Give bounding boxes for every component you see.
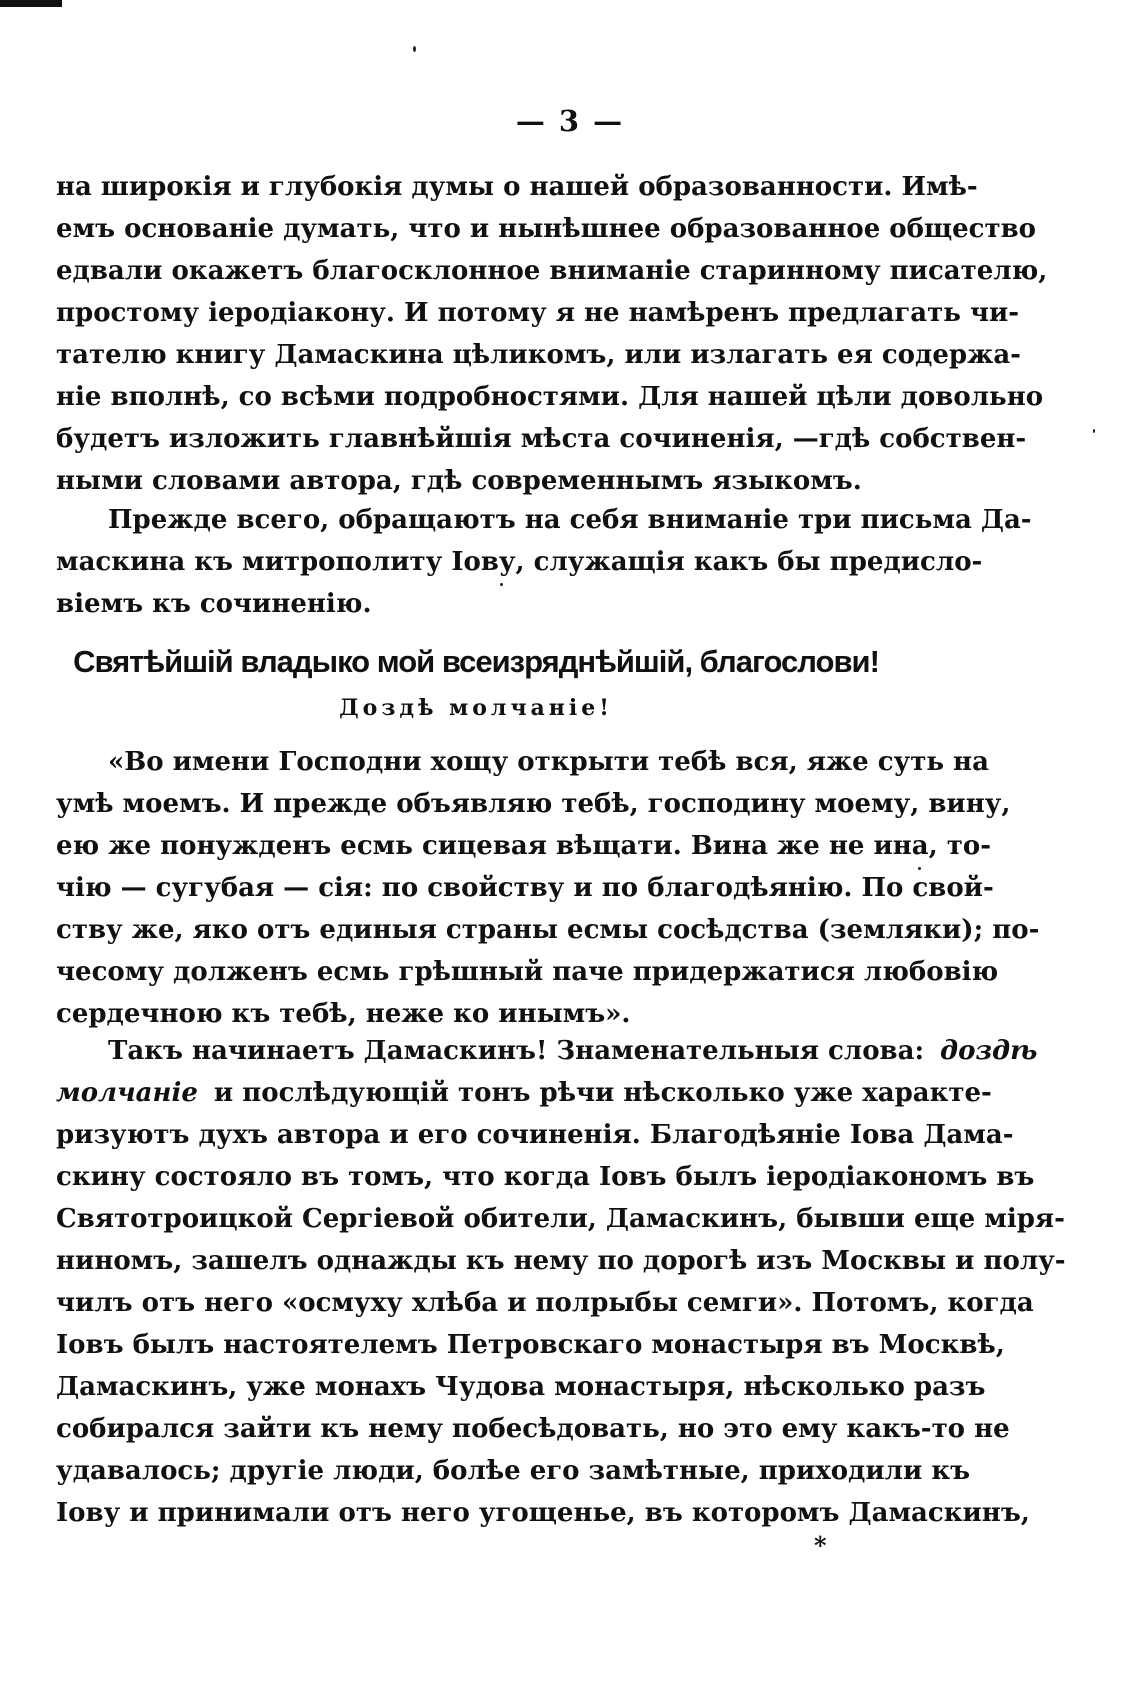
letter-salutation: Святѣйшій владыко мой всеизряднѣйшій, благослови! bbox=[73, 644, 879, 679]
text-line: ніе вполнѣ, со всѣми подробностями. Для нашей цѣли довольно bbox=[56, 382, 1044, 412]
text-line: едвали окажетъ благосклонное вниманіе старинному писателю, bbox=[56, 256, 1048, 286]
line-text: Такъ начинаетъ Дамаскинъ! Знаменательныя слова: bbox=[108, 1036, 925, 1066]
text-line: удавалось; другіе люди, болѣе его замѣтные, приходили къ bbox=[56, 1456, 971, 1486]
text-line: віемъ къ сочиненію. bbox=[56, 589, 372, 619]
italic-phrase: доздѣ bbox=[940, 1036, 1038, 1066]
text-line: простому іеродіакону. И потому я не намѣренъ предлагать чи- bbox=[56, 298, 1020, 328]
text-line: чесому долженъ есмь грѣшный паче придержатися любовію bbox=[56, 957, 999, 987]
text-line: Іову и принимали отъ него угощенье, въ которомъ Дамаскинъ, bbox=[56, 1498, 1030, 1528]
quote-block bbox=[56, 741, 1040, 1035]
text-line: маскина къ митрополиту Іову, служащія какъ бы предисло- bbox=[56, 547, 983, 577]
text-line: скину состояло въ томъ, что когда Іовъ былъ іеродіакономъ въ bbox=[56, 1162, 1035, 1192]
text-line bbox=[56, 1072, 992, 1114]
text-line: Дамаскинъ, уже монахъ Чудова монастыря, нѣсколько разъ bbox=[56, 1372, 986, 1402]
italic-phrase: молчаніе bbox=[56, 1078, 198, 1108]
scan-corner-mark bbox=[0, 0, 62, 7]
scan-speck bbox=[413, 46, 416, 52]
scan-speck bbox=[918, 867, 921, 870]
text-line: чію — сугубая — сія: по свойству и по благодѣянію. По свой- bbox=[56, 873, 994, 903]
letter-subheading: Доздѣ молчаніе! bbox=[339, 695, 613, 721]
signature-mark: * bbox=[814, 1531, 827, 1560]
text-line: тателю книгу Дамаскина цѣликомъ, или излагать ея содержа- bbox=[56, 340, 1021, 370]
text-line bbox=[56, 1030, 1038, 1072]
paragraph-commentary bbox=[56, 1030, 1066, 1534]
text-line: на широкія и глубокія думы о нашей образованности. Имѣ- bbox=[56, 172, 978, 202]
paragraph-letters bbox=[56, 499, 1032, 625]
text-line: Іовъ былъ настоятелемъ Петровскаго монастыря въ Москвѣ, bbox=[56, 1330, 1005, 1360]
page-number: — 3 — bbox=[515, 104, 625, 138]
text-line: «Во имени Господни хощу открыти тебѣ вся, яже суть на bbox=[108, 747, 989, 777]
scan-speck bbox=[1093, 429, 1095, 433]
paragraph-intro bbox=[56, 166, 1048, 502]
text-line: умѣ моемъ. И прежде объявляю тебѣ, господину моему, вину, bbox=[56, 789, 1011, 819]
text-line: Святотроицкой Сергіевой обители, Дамаскинъ, бывши еще міря- bbox=[56, 1204, 1065, 1234]
text-line: будетъ изложить главнѣйшія мѣста сочиненія, —гдѣ собствен- bbox=[56, 424, 1027, 454]
text-line: ными словами автора, гдѣ современнымъ языкомъ. bbox=[56, 466, 862, 496]
text-line: ею же понужденъ есмь сицевая вѣщати. Вина же не ина, то- bbox=[56, 831, 991, 861]
text-line: емъ основаніе думать, что и нынѣшнее образованное общество bbox=[56, 214, 1036, 244]
text-line: ниномъ, зашелъ однажды къ нему по дорогѣ изъ Москвы и полу- bbox=[56, 1246, 1066, 1276]
text-line: ризуютъ духъ автора и его сочиненія. Благодѣяніе Іова Дама- bbox=[56, 1120, 1014, 1150]
text-line: чилъ отъ него «осмуху хлѣба и полрыбы семги». Потомъ, когда bbox=[56, 1288, 1034, 1318]
text-line: ству же, яко отъ единыя страны есмы сосѣдства (земляки); по- bbox=[56, 915, 1040, 945]
line-text: и послѣдующій тонъ рѣчи нѣсколько уже характе- bbox=[213, 1078, 992, 1108]
text-line: Прежде всего, обращаютъ на себя вниманіе три письма Да- bbox=[108, 505, 1032, 535]
text-line: собирался зайти къ нему побесѣдовать, но это ему какъ-то не bbox=[56, 1414, 1010, 1444]
text-line: сердечною къ тебѣ, неже ко инымъ». bbox=[56, 999, 631, 1029]
